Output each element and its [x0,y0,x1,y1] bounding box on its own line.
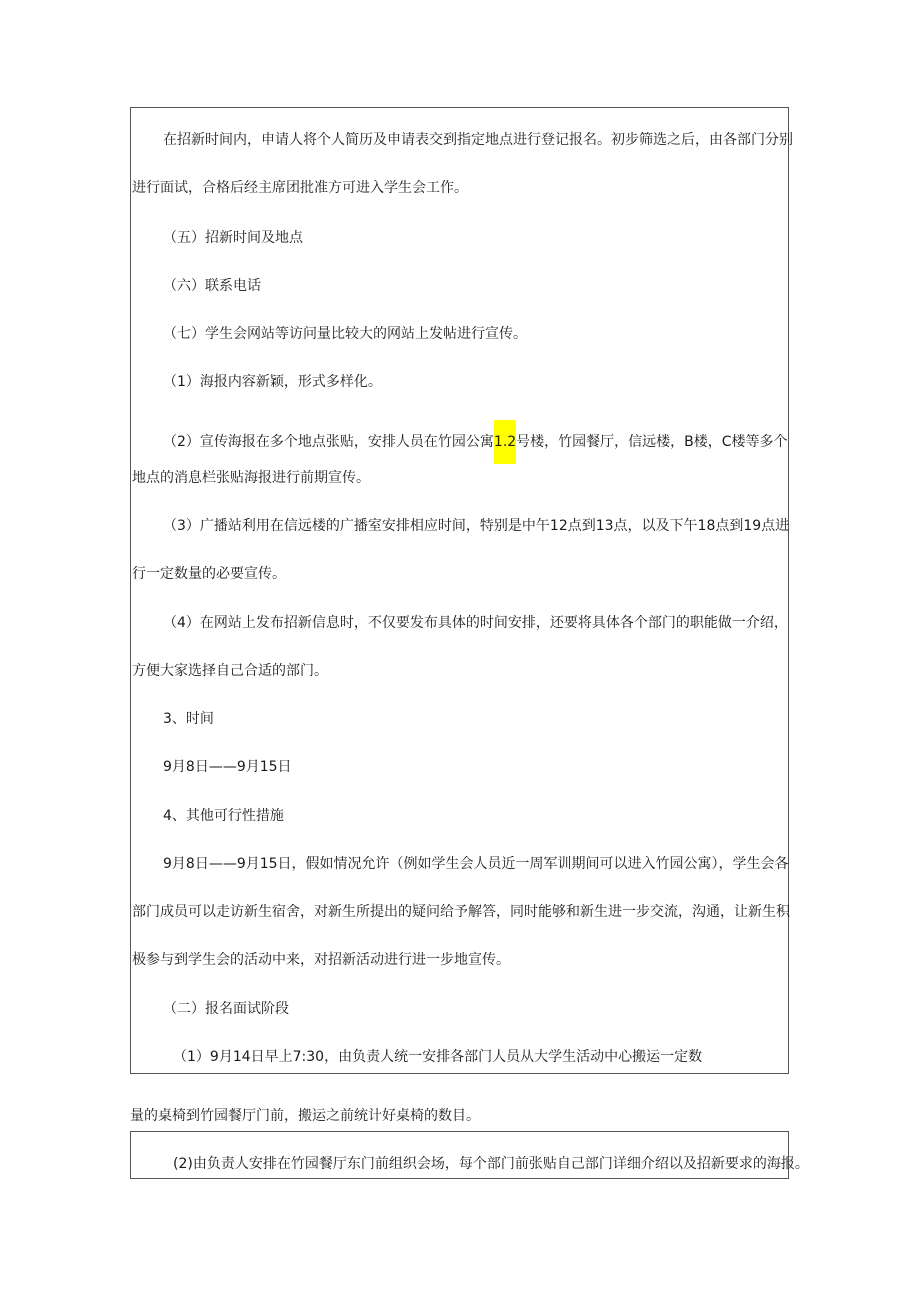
list-item-text: 号楼，竹园餐厅，信远楼，B楼，C楼等多个 [516,434,788,450]
paragraph-line: 极参与到学生会的活动中来，对招新活动进行进一步地宣传。 [132,952,510,968]
content-table-frame [130,107,793,1074]
paragraph-line: 部门成员可以走访新生宿舍，对新生所提出的疑问给予解答，同时能够和新生进一步交流，沟通，让新生积 [132,904,790,920]
paragraph-line: 9月8日——9月15日，假如情况允许（例如学生会人员近一周军训期间可以进入竹园公寓），学生会各 [163,856,789,872]
list-item: （4）在网站上发布招新信息时，不仅要发布具体的时间安排，还要将具体各个部门的职能做一介绍， [163,615,788,631]
paragraph-line: 方便大家选择自己合适的部门。 [132,663,328,679]
paragraph-line: 地点的消息栏张贴海报进行前期宣传。 [132,470,370,486]
section-heading: （五）招新时间及地点 [163,230,303,246]
paragraph-line: 行一定数量的必要宣传。 [132,566,286,582]
paragraph-line: 进行面试，合格后经主席团批准方可进入学生会工作。 [132,180,468,196]
section-heading: 4、其他可行性措施 [163,808,284,824]
list-item [163,420,788,464]
date-range: 9月8日——9月15日 [163,759,292,775]
paragraph-line: 量的桌椅到竹园餐厅门前，搬运之前统计好桌椅的数目。 [130,1108,480,1124]
highlighted-text: 1.2 [494,420,516,464]
section-heading: 3、时间 [163,711,214,727]
list-item: （3）广播站利用在信远楼的广播室安排相应时间，特别是中午12点到13点，以及下午18点到19点进 [163,518,790,534]
section-heading: （七）学生会网站等访问量比较大的网站上发帖进行宣传。 [163,326,527,342]
section-heading: （二）报名面试阶段 [163,1001,289,1017]
list-item: （1）9月14日早上7:30，由负责人统一安排各部门人员从大学生活动中心搬运一定数 [173,1049,703,1065]
list-item: （1）海报内容新颖，形式多样化。 [163,374,382,390]
paragraph-line: 在招新时间内，申请人将个人简历及申请表交到指定地点进行登记报名。初步筛选之后，由各部门分别 [163,132,793,148]
list-item-text: （2）宣传海报在多个地点张贴，安排人员在竹园公寓 [163,434,494,450]
list-item: (2)由负责人安排在竹园餐厅东门前组织会场，每个部门前张贴自己部门详细介绍以及招新要求的海报。 [173,1156,809,1172]
section-heading: （六）联系电话 [163,278,261,294]
